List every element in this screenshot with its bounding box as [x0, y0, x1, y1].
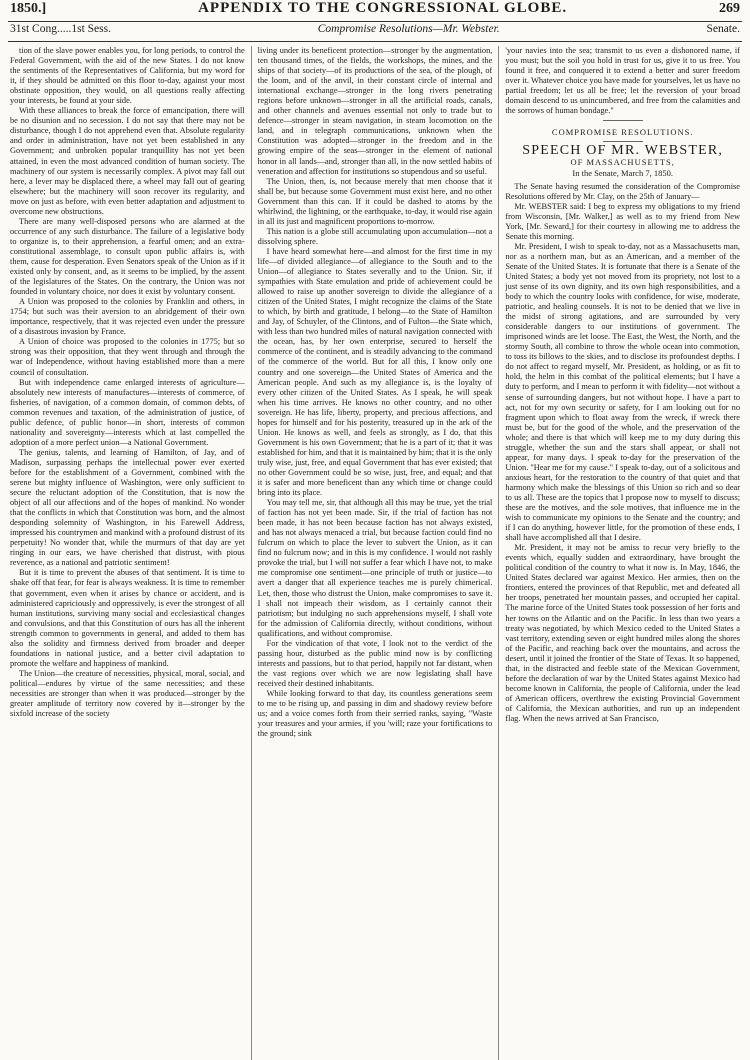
- section-divider: [603, 141, 643, 142]
- paragraph: The genius, talents, and learning of Hamilton, of Jay, and of Madison, surpassing perhaps the intellectual power ever exerted before for the establishment of a Government, combined with the serene but mighty influence of Washington, were only sufficient to secure the reluctant adoption of the Constitution, that is now the object of all our affections and of the hopes of mankind. No wonder that the conflicts in which that Constitution was born, and the almost desponding solemnity of Washington, in his Farewell Address, impressed his countrymen and mankind with a profound distrust of its perpetuity! No wonder that, while the murmurs of that day are yet ringing in our ears, we have cherished that distrust, with pious reverence, as a national and patriotic sentiment!: [10, 447, 245, 568]
- paragraph: Mr. WEBSTER said: I beg to express my obligations to my friend from Wisconsin, [Mr. Walker,] as well as to my friend from New York, [Mr. Seward,] for their courtesy in allowing me to address the Senate this morning.: [505, 201, 741, 241]
- paragraph: You may tell me, sir, that although all this may be true, yet the trial of faction has not yet been made. Sir, if the trial of faction has not been made, it has not been because faction has not always existed, and has not always menaced a trial, but because faction could find no fulcrum on which to place the lever to subvert the Union, as it can find no fulcrum now; and in this is my confidence. I would not rashly provoke the trial, but I will not suffer a fear which I have not, to make me compromise one sentiment—one principle of truth or justice—to avert a danger that all experience teaches me is purely chimerical. Let, then, those who distrust the Union, make compromises to save it. I shall not impeach their wisdom, as I certainly cannot their patriotism; but indulging no such apprehensions myself, I shall vote for the admission of California directly, without conditions, without qualifications, and without compromise.: [257, 498, 493, 638]
- congress-session: 31st Cong.....1st Sess.: [10, 23, 111, 35]
- text-columns: [4, 43, 746, 1060]
- paragraph: The Union, then, is, not because merely that men choose that it shall be, but because some Government must exist here, and no other Government than this can. If it could be dashed to atoms by the whirlwind, the lightning, or the earthquake, to-day, it would rise again in all its just and magnificent proportions to-morrow.: [257, 176, 493, 226]
- paragraph: living under its beneficent protection—stronger by the augmentation, ten thousand times, of the fields, the workshops, the mines, and the ships of that society—of its productions of the sea, of the plough, of the loom, and of the anvil, in their constant circle of internal and international exchange—stronger in the long rivers penetrating regions before unknown—stronger in all the artificial roads, canals, and other channels and avenues essential not only to trade but to defence—stronger in steam navigation, in steam locomotion on the land, and in telegraph communications, unknown when the Constitution was adopted—stronger in the freedom and in the growing empire of the seas—stronger in the element of national honor in all lands—and, stronger than all, in the now settled habits of veneration and affection for institutions so stupendous and so useful.: [257, 46, 493, 176]
- paragraph: tion of the slave power enables you, for long periods, to control the Federal Government, with the aid of the new States. I do not know the sentiments of the Representatives of California, but my word for it, if they should be admitted on this floor to-day, against your most obstinate opposition, they would, on all questions really affecting your interests, be found at your side.: [10, 46, 245, 106]
- column-2: [251, 46, 493, 1060]
- paragraph: This nation is a globe still accumulating upon accumulation—not a dissolving sphere.: [257, 226, 493, 246]
- paragraph: The Senate having resumed the consideration of the Compromise Resolutions offered by Mr. Clay, on the 25th of January—: [505, 181, 741, 201]
- column-1: [10, 46, 245, 1060]
- paragraph: I have heard somewhat here—and almost for the first time in my life—of divided allegiance—of allegiance to the South and to the Union—of allegiance to States severally and to the Union. Sir, if sympathies with State emulation and pride of achievement could be allowed to raise up another sovereign to divide the allegiance of a citizen of the United States, I might recognize the claims of the State to which, by birth and gratitude, I belong—to the State of Hamilton and Jay, of Schuyler, of the Clintons, and of Fulton—the State which, with less than two hundred miles of natural navigation connected with the ocean, has, by her own enterprise, secured to herself the commerce of the continent, and is steadily advancing to the command of the commerce of the world. But for all this, I know only one country and one sovereign—the United States of America and the American people. And such as my allegiance is, is the loyalty of every other citizen of the United States. As I speak, he will speak when his time arrives. He knows no other country, and no other sovereign. He has life, liberty, property, and precious affections, and hopes for himself and for his posterity, treasured up in the ark of the Union. He knows as well, and feels as strongly, as I do, that this Government is his own Government; that he is a part of it; that it was established for him, and that it is maintained by him; that it is the only truly wise, just, free, and equal Government that has ever existed; that no other Government could be so wise, just, free, and equal; and that it is safer and more beneficent than any which time or change could bring into its place.: [257, 246, 493, 498]
- paragraph: Mr. President, I wish to speak to-day, not as a Massachusetts man, nor as a northern man, but as an American, and a member of the Senate of the United States. It is fortunate that there is a Senate of the United States; a body yet not moved from its propriety, not lost to a just sense of its own dignity, and its own high responsibilities, and a body to which the country looks with confidence, for wise, moderate, patriotic, and healing counsels. It is not to be denied that we live in the midst of strong agitations, and are surrounded by very considerable dangers to our institutions of government. The imprisoned winds are let loose. The East, the West, the North, and the stormy South, all combine to throw the whole ocean into commotion, to toss its billows to the skies, and to disclose its profoundest depths. I do not affect to regard myself, Mr. President, as holding, or as fit to hold, the helm in this combat of the political elements; but I have a duty to perform, and I mean to perform it with fidelity—not without a sense of surrounding dangers, but not without hope. I have a part to act, not for my own security or safety, for I am looking out for no fragment upon which to float away from the wreck, if wreck there must be, but for the good of the whole, and the preservation of the whole; and there is that which will keep me to my duty during this struggle, whether the sun and the stars shall appear, or shall not appear, for many days. I speak to-day for the preservation of the Union. "Hear me for my cause." I speak to-day, out of a solicitous and anxious heart, for the restoration to the country of that quiet and that harmony which make the blessings of this Union so rich and so dear to us all. These are the topics that I propose now to myself to discuss; these are the motives, and the sole motives, that influence me in the wish to communicate my opinions to the Senate and the country; and if I can do anything, however little, for the promotion of these ends, I shall have accomplished all that I desire.: [505, 241, 741, 543]
- subheader: [4, 23, 746, 40]
- running-header: [4, 0, 746, 20]
- header-rule: [8, 21, 742, 22]
- paragraph: A Union of choice was proposed to the colonies in 1775; but so strong was their opposition, that they went through and through the war of Independence, without having established more than a mere council of consultation.: [10, 337, 245, 377]
- publication-title: APPENDIX TO THE CONGRESSIONAL GLOBE.: [198, 0, 568, 16]
- section-heading: COMPROMISE RESOLUTIONS.: [551, 127, 694, 138]
- paragraph: But it is time to prevent the abuses of that sentiment. It is time to shake off that fear, for fear is always weakness. It is time to remember that government, even when it arises by chance or accident, and is administered capriciously and oppressively, is ever the strongest of all human institutions, surviving many social and ecclesiastical changes and convulsions, and that this Constitution of ours has all the inherent strength common to governments in general, and added to them has also the solidity and firmness derived from broader and deeper foundations in national justice, and a better civil adaptation to promote the welfare and happiness of mankind.: [10, 568, 245, 668]
- paragraph: Mr. President, it may not be amiss to recur very briefly to the events which, equally sudden and extraordinary, have brought the political condition of the country to what it now is. In May, 1846, the United States declared war against Mexico. Her armies, then on the frontiers, entered the provinces of that Republic, met and defeated all her troops, penetrated her mountain passes, and occupied her capital. The marine force of the United States took possession of her forts and her towns on the Atlantic and on the Pacific. In less than two years a treaty was negotiated, by which Mexico ceded to the United States a vast territory, extending seven or eight hundred miles along the shores of the Pacific, and reaching back over the mountains, and across the desert, until it joined the frontier of the State of Texas. It so happened, that, in the distracted and feeble state of the Mexican Government, before the declaration of war by the United States against Mexico had become known in California, the people of California, under the lead of American officers, overthrew the existing Provincial Government of California, the Mexican authorities, and run up an independent flag. When the news arrived at San Francisco,: [505, 543, 741, 723]
- section-divider: [603, 120, 643, 121]
- paragraph: A Union was proposed to the colonies by Franklin and others, in 1754; but such was their aversion to an abridgement of their own importance, respectively, that it was rejected even under the pressure of a disastrous invasion by France.: [10, 297, 245, 337]
- paragraph: But with independence came enlarged interests of agriculture—absolutely new interests of manufactures—interests of commerce, of fisheries, of navigation, of a common domain, of common debts, of common revenues and taxation, of the administration of justice, of public defence, of public honor—in short, interests of common nationality and sovereignty—interests which at last compelled the adoption of a more perfect union—a National Government.: [10, 377, 245, 447]
- chamber-label: Senate.: [706, 23, 740, 35]
- paragraph: While looking forward to that day, its countless generations seem to me to be rising up, and passing in dim and shadowy review before us; and a voice comes forth from their serried ranks, saying, "Waste your treasures and your armies, if you 'will; raze your fortifications to the ground; sink: [257, 689, 493, 739]
- speech-state: OF MASSACHUSETTS,: [570, 157, 675, 168]
- topic-line: Compromise Resolutions—Mr. Webster.: [317, 23, 500, 35]
- page-number: 269: [719, 1, 740, 16]
- quoted-paragraph: 'your navies into the sea; transmit to us even a dishonored name, if you must; but the soil you hold in trust for us, give it to us free. You found it free, and conquered it to extend a better and surer freedom over it. Whatever choice you have made for yourselves, let us have no partial freedom; let us all be free; let the reversion of your broad domain descend to us unincumbered, and free from the calamities and the sorrows of human bondage.": [505, 46, 741, 116]
- paragraph: For the vindication of that vote, I look not to the verdict of the passing hour, disturbed as the public mind now is by conflicting interests and passions, but to that period, happily not far distant, when the vast regions over which we are now legislating shall have received their destined inhabitants.: [257, 638, 493, 688]
- header-year: 1850.]: [10, 1, 47, 16]
- paragraph: There are many well-disposed persons who are alarmed at the occurrence of any such disturbance. The failure of a legislative body to organize is, to their apprehension, a fearful omen; and an extra-constitutional assemblage, to consult upon public affairs is, with them, cause for desperation. Even Senators speak of the Union as if it existed only by consent, and, as it seems to be implied, by the assent of the legislatures of the States. On the contrary, the Union was not founded in voluntary choice, nor does it exist by voluntary consent.: [10, 216, 245, 297]
- speech-title: SPEECH OF MR. WEBSTER,: [522, 143, 724, 159]
- paragraph: With these alliances to break the force of emancipation, there will be no disunion and no secession. I do not say that there may not be disturbance, though I do not apprehend even that. Absolute regularity and order in administration, have not yet been established in any Government; and unbroken popular tranquillity has not yet been attained, in even the most advanced condition of human society. The machinery of our system is necessarily complex. A pivot may fall out here, a lever may be displaced there, a wheel may fall out of gearing elsewhere; but the machinery will soon recover its regularity, and move on just as before, with even better adaptation and adjustment to overcome new obstructions.: [10, 106, 245, 216]
- subheader-rule: [8, 41, 742, 42]
- paragraph: The Union—the creature of necessities, physical, moral, social, and political—endures by virtue of the same necessities; and these necessities are stronger than when it was produced—stronger by the greater amplitude of territory now covered by it—stronger by the sixfold increase of the society: [10, 668, 245, 719]
- column-3: [498, 46, 740, 1060]
- speech-venue: In the Senate, March 7, 1850.: [572, 168, 673, 179]
